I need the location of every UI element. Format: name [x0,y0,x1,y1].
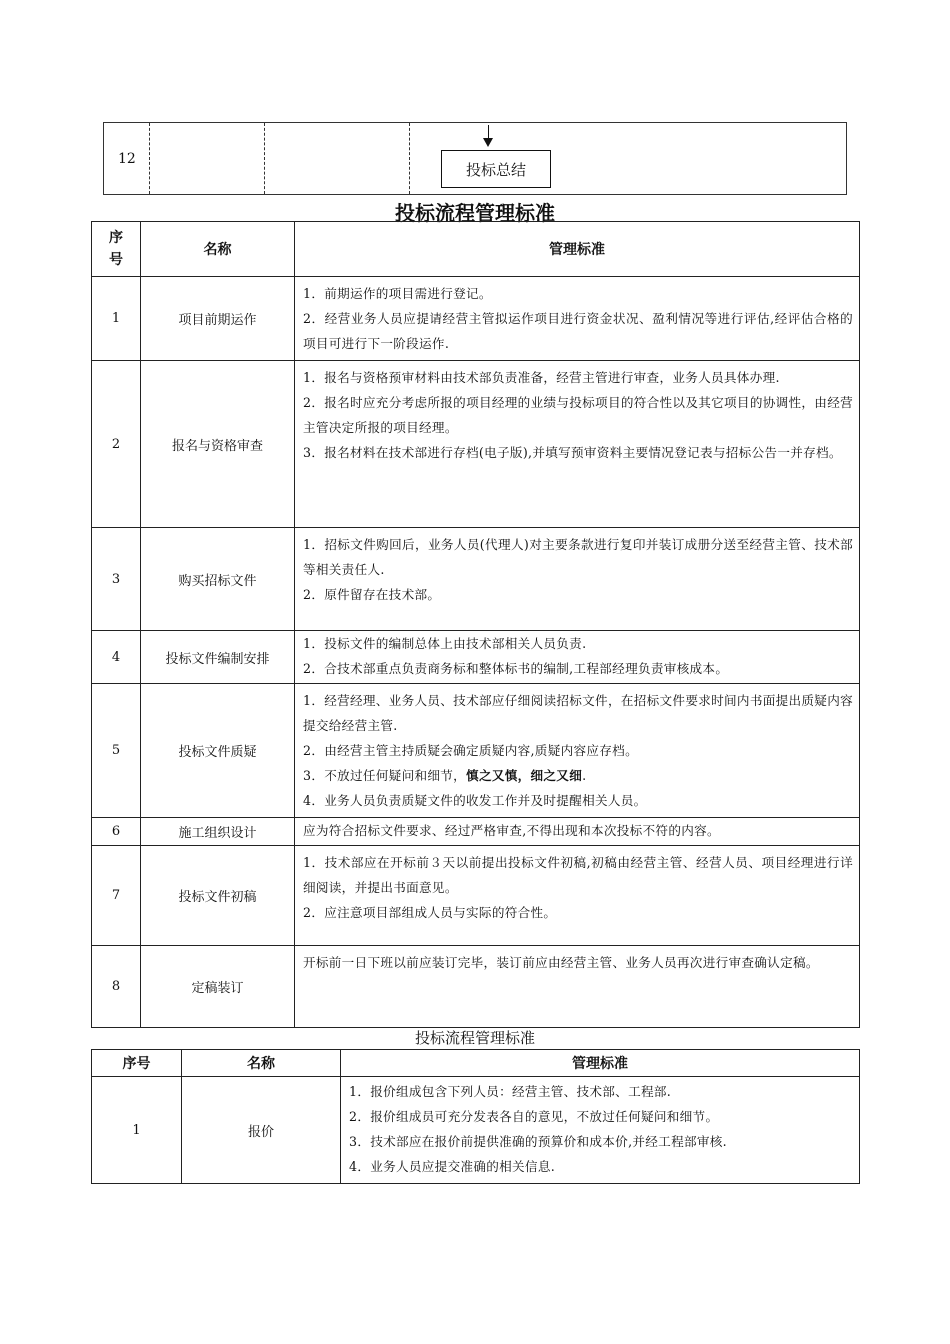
row-name: 购买招标文件 [141,528,295,631]
standard-line: 1．前期运作的项目需进行登记。 [303,286,492,301]
line-prefix: 3．不放过任何疑问和细节， [303,768,467,783]
table-row [92,277,860,361]
section-title: 投标流程管理标准 [414,1029,535,1047]
table-row [92,631,860,684]
row-index: 3 [92,528,141,631]
standard-line: 应为符合招标文件要求、经过严格审查,不得出现和本次投标不符的内容。 [303,823,720,838]
row-standard [295,277,860,361]
flow-row-number: 12 [118,151,136,167]
row-index: 5 [92,684,141,818]
lane-divider [264,123,265,194]
table-header-row [92,222,860,277]
row-name: 定稿装订 [141,946,295,1028]
standard-line: 4．业务人员负责质疑文件的收发工作并及时提醒相关人员。 [303,793,647,808]
emphasis-text: 慎之又慎，细之又细 [466,768,583,783]
header-standard: 管理标准 [295,222,860,277]
standard-line: 1．技术部应在开标前３天以前提出投标文件初稿,初稿由经营主管、经营人员、项目经理进行详细阅读，并提出书面意见。 [303,855,853,895]
section-title: 投标流程管理标准 [395,201,555,225]
table-row [92,528,860,631]
row-index: 8 [92,946,141,1028]
standard-line: 1．经营经理、业务人员、技术部应仔细阅读招标文件，在招标文件要求时间内书面提出质疑内容提交给经营主管. [303,693,853,733]
standard-line: 2．合技术部重点负责商务标和整体标书的编制,工程部经理负责审核成本。 [303,661,729,676]
lane-divider [149,123,150,194]
flowchart-row [103,122,847,195]
row-name: 投标文件编制安排 [141,631,295,684]
table-row [92,846,860,946]
standard-line: 1．报价组成包含下列人员：经营主管、技术部、工程部. [349,1084,672,1099]
header-index: 序号 [92,1050,182,1077]
row-index: 6 [92,818,141,846]
row-standard [295,846,860,946]
standard-line: 4．业务人员应提交准确的相关信息. [349,1159,556,1174]
standard-line: 2．由经营主管主持质疑会确定质疑内容,质疑内容应存档。 [303,743,638,758]
standard-line: 开标前一日下班以前应装订完毕，装订前应由经营主管、业务人员再次进行审查确认定稿。 [303,955,819,970]
table-row [92,1077,860,1184]
lane-divider [409,123,410,194]
row-index: 7 [92,846,141,946]
row-name: 投标文件质疑 [141,684,295,818]
table-row [92,946,860,1028]
standards-table [91,221,860,1028]
table-row [92,361,860,528]
standard-line: 2．报价组成员可充分发表各自的意见，不放过任何疑问和细节。 [349,1109,719,1124]
flow-arrow [488,125,489,139]
row-standard [295,684,860,818]
table-row [92,684,860,818]
standard-line: 2．原件留存在技术部。 [303,587,441,602]
standard-line: 1．报名与资格预审材料由技术部负责准备，经营主管进行审查，业务人员具体办理. [303,370,780,385]
row-standard [295,528,860,631]
row-standard [295,946,860,1028]
standard-line: 1．投标文件的编制总体上由技术部相关人员负责. [303,636,587,651]
standard-line: 2．应注意项目部组成人员与实际的符合性。 [303,905,557,920]
row-name: 施工组织设计 [141,818,295,846]
row-name: 报价 [182,1077,341,1184]
row-index: 4 [92,631,141,684]
header-index: 序 号 [92,222,141,277]
arrow-down-icon [483,138,493,147]
table-header-row [92,1050,860,1077]
row-index: 2 [92,361,141,528]
row-standard [341,1077,860,1184]
row-standard [295,631,860,684]
header-name: 名称 [182,1050,341,1077]
header-name: 名称 [141,222,295,277]
flow-step-box: 投标总结 [441,150,551,188]
line-suffix: . [582,768,587,783]
standard-line: 3．技术部应在报价前提供准确的预算价和成本价,并经工程部审核. [349,1134,727,1149]
standard-line: 3．报名材料在技术部进行存档(电子版),并填写预审资料主要情况登记表与招标公告一并存档。 [303,445,842,460]
row-name: 投标文件初稿 [141,846,295,946]
row-standard [295,361,860,528]
row-name: 报名与资格审查 [141,361,295,528]
standard-line: 2．经营业务人员应提请经营主管拟运作项目进行资金状况、盈利情况等进行评估,经评估合格的项目可进行下一阶段运作. [303,311,853,351]
row-index: 1 [92,277,141,361]
standards-table [91,1049,860,1184]
row-index: 1 [92,1077,182,1184]
row-name: 项目前期运作 [141,277,295,361]
table-row [92,818,860,846]
standard-line: 1．招标文件购回后，业务人员(代理人)对主要条款进行复印并装订成册分送至经营主管、技术部等相关责任人. [303,537,853,577]
row-standard [295,818,860,846]
standard-line [303,763,853,788]
header-standard: 管理标准 [341,1050,860,1077]
standard-line: 2．报名时应充分考虑所报的项目经理的业绩与投标项目的符合性以及其它项目的协调性，由经营主管决定所报的项目经理。 [303,395,853,435]
